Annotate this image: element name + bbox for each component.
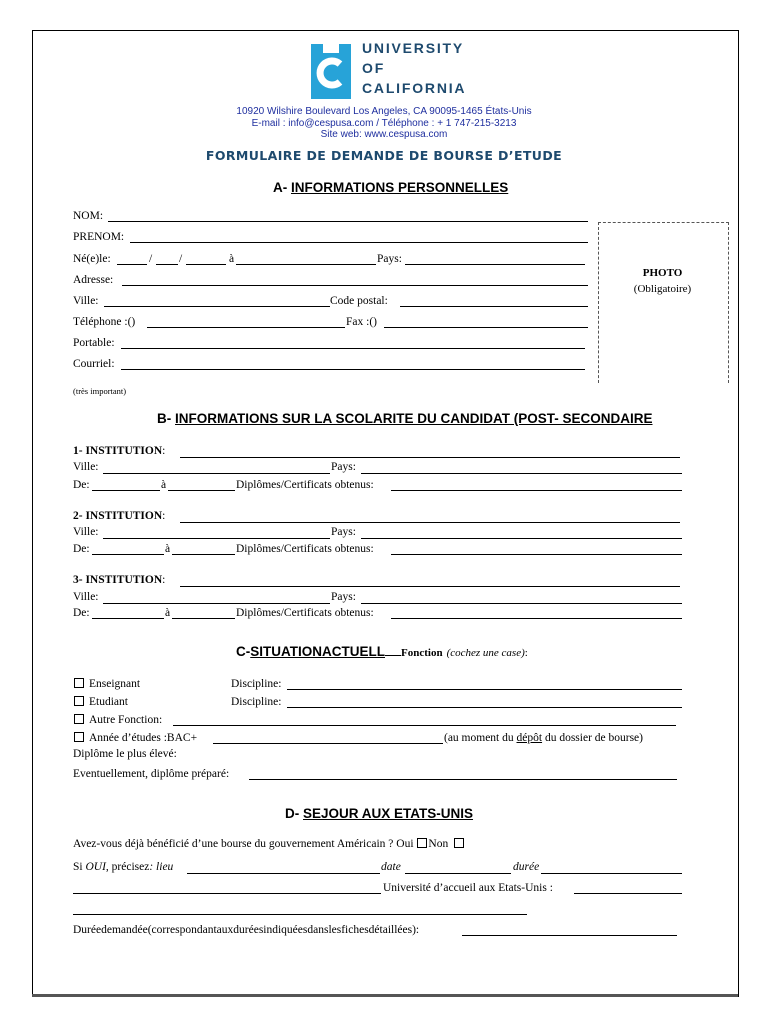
logo-text-california: CALIFORNIA: [362, 80, 467, 96]
institution-3-de-field[interactable]: [92, 618, 164, 619]
institution-3-colon: :: [162, 574, 166, 586]
nom-label: NOM:: [73, 210, 104, 222]
tres-important-note: (très important): [73, 386, 127, 396]
fonction-label: Fonction: [401, 647, 443, 659]
section-c-heading: [236, 643, 528, 661]
institution-1-pays-label: Pays:: [331, 461, 356, 473]
institution-3-label: [73, 574, 165, 586]
telephone-label: Téléphone :(): [73, 316, 136, 328]
eventuellement-label: Eventuellement, diplôme préparé:: [73, 768, 230, 780]
birth-year-field[interactable]: [186, 264, 226, 265]
adresse-label: Adresse:: [73, 274, 114, 286]
universite-accueil-field-2[interactable]: [73, 914, 527, 915]
page-shadow: [32, 994, 738, 997]
depot-word: dépôt: [516, 732, 543, 744]
autre-fonction-label: Autre Fonction:: [89, 714, 163, 726]
duree-demandee-field[interactable]: [462, 935, 677, 936]
institution-1-colon: :: [162, 445, 166, 457]
depot-note-post: du dossier de bourse): [542, 732, 643, 744]
checkbox-etudiant[interactable]: [74, 696, 84, 706]
institution-2-label: [73, 510, 165, 522]
fax-field[interactable]: [384, 327, 588, 328]
institution-2-diplomes-field[interactable]: [391, 554, 682, 555]
institution-2-pays-field[interactable]: [361, 538, 682, 539]
depot-note-pre: (au moment du: [444, 732, 517, 744]
checkbox-non[interactable]: [454, 838, 464, 848]
section-d-heading: [285, 806, 473, 821]
institution-1-ville-field[interactable]: [103, 473, 330, 474]
institution-3-pays-label: Pays:: [331, 591, 356, 603]
lieu-label: : lieu: [149, 861, 174, 873]
option-etudiant[interactable]: [74, 696, 128, 708]
portable-field[interactable]: [121, 348, 585, 349]
cochez-hint: (cochez une case): [446, 647, 525, 659]
institution-3-ville-label: Ville:: [73, 591, 99, 603]
section-d-title: SEJOUR AUX ETATS-UNIS: [303, 806, 474, 821]
annee-etudes-field[interactable]: [213, 743, 443, 744]
institution-3-diplomes-field[interactable]: [391, 618, 682, 619]
address-line-3: Site web: www.cespusa.com: [320, 129, 448, 140]
institution-1-field[interactable]: [180, 457, 680, 458]
depot-note: [444, 732, 643, 744]
diplome-eleve-label: Diplôme le plus élevé:: [73, 748, 177, 760]
institution-2-ville-field[interactable]: [103, 538, 330, 539]
institution-2-a-field[interactable]: [172, 554, 235, 555]
section-d-prefix: D-: [285, 806, 303, 821]
institution-1-de-field[interactable]: [92, 490, 160, 491]
section-b-title: INFORMATIONS SUR LA SCOLARITE DU CANDIDAT (POST- SECONDAIRE: [175, 411, 653, 426]
institution-3-de-label: De:: [73, 607, 90, 619]
date-label: date: [381, 861, 401, 873]
oui-italic: OUI: [85, 861, 106, 873]
institution-1-pays-field[interactable]: [361, 473, 682, 474]
option-enseignant[interactable]: [74, 678, 140, 690]
section-a-heading: [273, 180, 508, 195]
fax-label: Fax :(): [346, 316, 377, 328]
code-postal-field[interactable]: [400, 306, 588, 307]
institution-2-field[interactable]: [180, 522, 680, 523]
institution-1-a-label: à: [161, 479, 167, 491]
duree-label: durée: [513, 861, 540, 873]
discipline-1-label: Discipline:: [231, 678, 282, 690]
section-b-heading: [157, 411, 653, 426]
institution-2-name-label: 2- INSTITUTION: [73, 510, 163, 522]
birth-place-field[interactable]: [236, 264, 376, 265]
si-oui-label: [73, 861, 173, 873]
lieu-field[interactable]: [187, 873, 380, 874]
portable-label: Portable:: [73, 337, 115, 349]
checkbox-autre-fonction[interactable]: [74, 714, 84, 724]
checkbox-annee-etudes[interactable]: [74, 732, 84, 742]
date-separator-2: /: [179, 253, 183, 265]
si-label: Si: [73, 861, 86, 873]
photo-subtitle: (Obligatoire): [633, 283, 692, 295]
adresse-field[interactable]: [122, 285, 588, 286]
institution-3-field[interactable]: [180, 586, 680, 587]
diplome-prepare-field[interactable]: [249, 779, 677, 780]
ville-label: Ville:: [73, 295, 99, 307]
sejour-extra-field[interactable]: [73, 893, 381, 894]
institution-3-a-field[interactable]: [172, 618, 235, 619]
address-line-2: E-mail : info@cespusa.com / Téléphone : + 1 747-215-3213: [251, 118, 517, 129]
prenom-field[interactable]: [130, 242, 588, 243]
institution-2-de-field[interactable]: [92, 554, 164, 555]
institution-3-name-label: 3- INSTITUTION: [73, 574, 163, 586]
institution-1-name-label: 1- INSTITUTION: [73, 445, 163, 457]
discipline-2-label: Discipline:: [231, 696, 282, 708]
birth-day-field[interactable]: [117, 264, 147, 265]
option-annee-etudes[interactable]: [74, 732, 197, 744]
checkbox-enseignant[interactable]: [74, 678, 84, 688]
date-naissance-label: Né(e)le:: [73, 253, 111, 265]
institution-1-ville-label: Ville:: [73, 461, 99, 473]
birth-month-field[interactable]: [156, 264, 178, 265]
section-b-prefix: B-: [157, 411, 175, 426]
non-label: Non: [428, 838, 449, 850]
institution-2-ville-label: Ville:: [73, 526, 99, 538]
autre-fonction-field[interactable]: [173, 725, 676, 726]
option-autre-fonction[interactable]: [74, 714, 162, 726]
date-separator-1: /: [149, 253, 153, 265]
annee-etudes-label: Année d’études :BAC+: [89, 732, 198, 744]
section-c-title: SITUATIONACTUELL: [250, 644, 385, 659]
institution-2-pays-label: Pays:: [331, 526, 356, 538]
institution-1-diplomes-field[interactable]: [391, 490, 682, 491]
section-a-prefix: A-: [273, 180, 291, 195]
universite-accueil-field[interactable]: [574, 893, 682, 894]
institution-1-label: [73, 445, 165, 457]
discipline-2-field[interactable]: [287, 707, 682, 708]
institution-3-diplomes-label: Diplômes/Certificats obtenus:: [236, 607, 374, 619]
institution-3-a-label: à: [165, 607, 171, 619]
institution-2-colon: :: [162, 510, 166, 522]
photo-box[interactable]: [598, 222, 729, 383]
birth-place-label: à: [229, 253, 235, 265]
section-a-title: INFORMATIONS PERSONNELLES: [291, 180, 509, 195]
nom-field[interactable]: [108, 221, 588, 222]
institution-2-diplomes-label: Diplômes/Certificats obtenus:: [236, 543, 374, 555]
logo-text-of: OF: [362, 60, 386, 76]
prenom-label: PRENOM:: [73, 231, 125, 243]
telephone-field[interactable]: [147, 327, 345, 328]
code-postal-label: Code postal:: [330, 295, 388, 307]
duree-field[interactable]: [541, 873, 682, 874]
courriel-label: Courriel:: [73, 358, 115, 370]
institution-2-de-label: De:: [73, 543, 90, 555]
section-c-prefix: C-: [236, 644, 251, 659]
duree-demandee-label: Duréedemandée(correspondantauxduréesindiquéesdanslesfichesdétaillées):: [73, 924, 420, 936]
etudiant-label: Etudiant: [89, 696, 128, 708]
universite-accueil-label: Université d’accueil aux Etats-Unis :: [383, 882, 553, 894]
logo-text-university: UNIVERSITY: [362, 40, 465, 56]
precisez-label: , précisez: [105, 861, 150, 873]
bourse-question: [73, 838, 469, 850]
institution-3-ville-field[interactable]: [103, 603, 330, 604]
uc-logo-icon: [311, 44, 351, 99]
institution-1-diplomes-label: Diplômes/Certificats obtenus:: [236, 479, 374, 491]
birth-country-field[interactable]: [405, 264, 585, 265]
form-title: FORMULAIRE DE DEMANDE DE BOURSE D’ETUDE: [205, 148, 563, 163]
checkbox-oui[interactable]: [417, 838, 427, 848]
institution-1-a-field[interactable]: [168, 490, 235, 491]
institution-1-de-label: De:: [73, 479, 90, 491]
institution-3-pays-field[interactable]: [361, 603, 682, 604]
photo-title: PHOTO: [642, 267, 683, 279]
ville-field[interactable]: [104, 306, 330, 307]
date-field[interactable]: [405, 873, 511, 874]
address-line-1: 10920 Wilshire Boulevard Los Angeles, CA 90095-1465 États-Unis: [236, 106, 532, 117]
discipline-1-field[interactable]: [287, 689, 682, 690]
cochez-colon: :: [524, 647, 528, 659]
institution-2-a-label: à: [165, 543, 171, 555]
enseignant-label: Enseignant: [89, 678, 141, 690]
bourse-question-text: Avez-vous déjà bénéficié d’une bourse du gouvernement Américain ? Oui: [73, 838, 414, 850]
birth-country-label: Pays:: [377, 253, 402, 265]
courriel-field[interactable]: [121, 369, 585, 370]
